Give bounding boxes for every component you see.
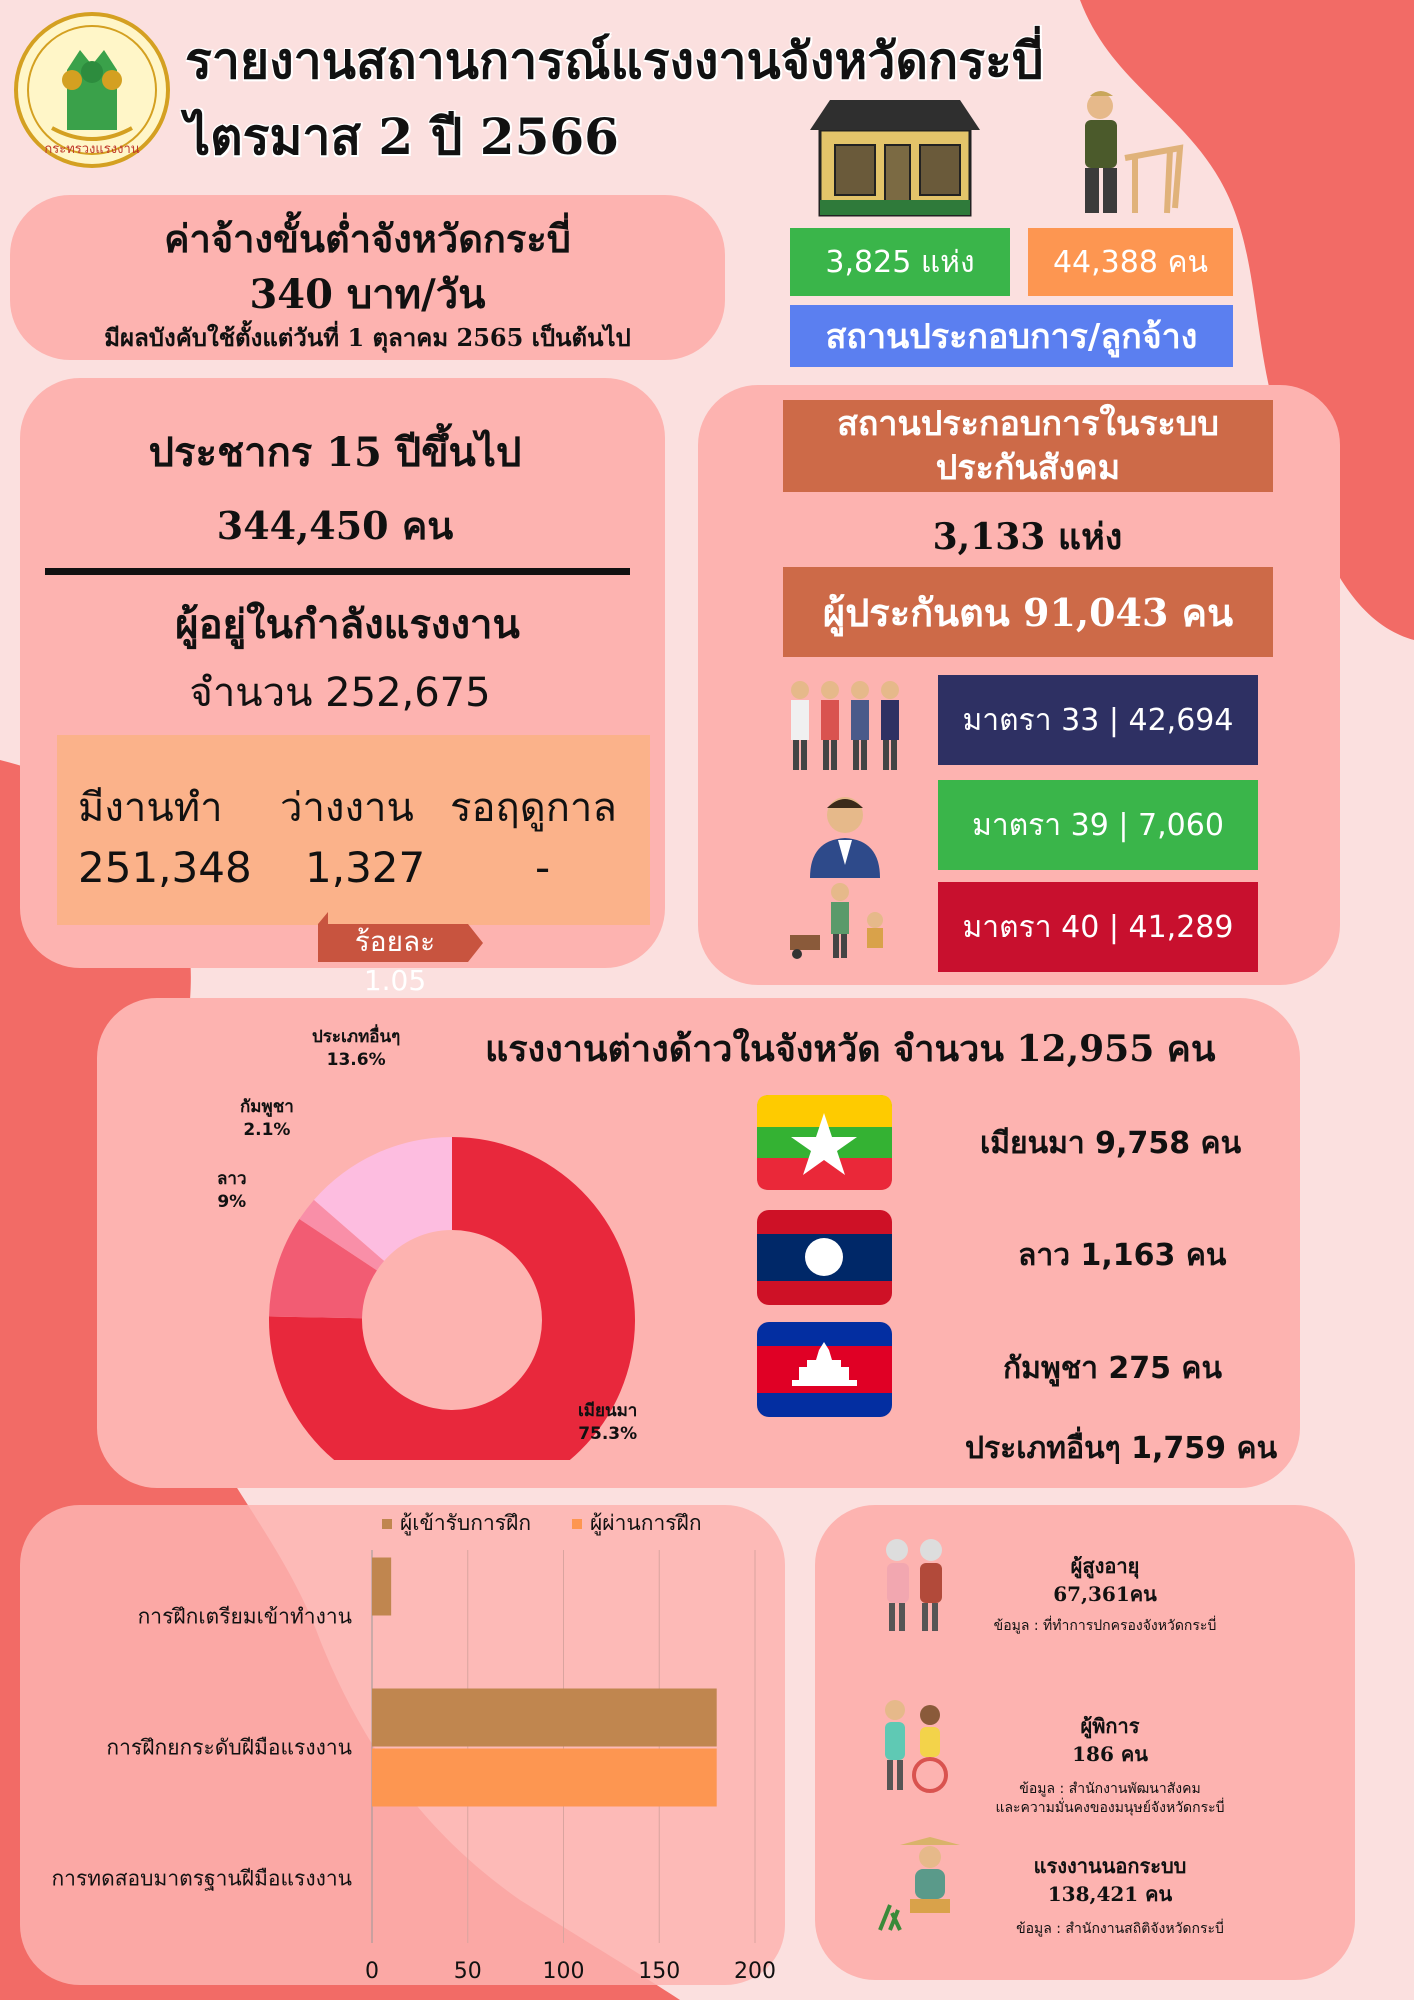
foreign-others: ประเภทอื่นๆ 1,759 คน	[965, 1431, 1278, 1466]
tick-label-4: 200	[734, 1959, 776, 1984]
category-label-2: การทดสอบมาตรฐานฝีมือแรงงาน	[51, 1866, 352, 1891]
tick-label-1: 50	[453, 1959, 482, 1984]
logo-text: กระทรวงแรงงาน	[44, 142, 140, 157]
seasonal-label: รอฤดูกาล	[450, 785, 617, 831]
section-39: มาตรา 39 | 7,060	[938, 780, 1258, 870]
section-33: มาตรา 33 | 42,694	[938, 675, 1258, 765]
laos-flag-icon	[757, 1210, 892, 1305]
employed-value: 251,348	[78, 843, 252, 892]
ss-title-line2: ประกันสังคม	[935, 448, 1121, 488]
informal-value: 138,421 คน	[1047, 1882, 1173, 1906]
training-bar-chart	[10, 1505, 790, 1995]
workers-group-icon	[785, 675, 905, 775]
category-label-1: การฝึกยกระดับฝีมือแรงงาน	[106, 1735, 352, 1760]
pie-label-cambodia-value: 2.1%	[243, 1120, 291, 1140]
cambodia-flag-icon	[757, 1322, 892, 1417]
disabled-source-line2: และความมั่นคงของมนุษย์จังหวัดกระบี่	[995, 1800, 1225, 1816]
seasonal-value: -	[535, 843, 551, 892]
pie-label-cambodia-name: กัมพูชา	[240, 1097, 294, 1117]
pie-label-myanmar-name: เมียนมา	[578, 1401, 638, 1421]
disabled-value: 186 คน	[1072, 1742, 1148, 1766]
wage-effective: มีผลบังคับใช้ตั้งแต่วันที่ 1 ตุลาคม 2565 เป็นต้นไป	[104, 323, 631, 352]
population-count: 344,450 คน	[216, 503, 454, 548]
pie-label-others-value: 13.6%	[326, 1050, 386, 1070]
informal-source: ข้อมูล : สำนักงานสถิติจังหวัดกระบี่	[1016, 1921, 1224, 1937]
bar-1-0	[372, 1689, 717, 1747]
establishment-count: 3,825 แห่ง	[790, 228, 1010, 296]
myanmar-flag-icon	[757, 1095, 892, 1190]
page-title-line1: รายงานสถานการณ์แรงงานจังหวัดกระบี่	[185, 31, 1044, 90]
establishment-label: สถานประกอบการ/ลูกจ้าง	[790, 305, 1233, 367]
ss-title-box	[783, 400, 1273, 492]
population-title: ประชากร 15 ปีขึ้นไป	[148, 429, 522, 476]
informal-title: แรงงานนอกระบบ	[1033, 1854, 1187, 1878]
businessman-icon	[805, 790, 885, 880]
pie-label-myanmar-value: 75.3%	[578, 1424, 638, 1444]
pie-label-myanmar	[578, 1397, 637, 1444]
page-title-line2: ไตรมาส 2 ปี 2566	[185, 107, 619, 166]
foreign-title: แรงงานต่างด้าวในจังหวัด จำนวน 12,955 คน	[485, 1028, 1216, 1070]
pie-label-others	[312, 1023, 400, 1070]
labor-force-title: ผู้อยู่ในกำลังแรงงาน	[175, 601, 520, 648]
pie-label-others-name: ประเภทอื่นๆ	[312, 1027, 401, 1047]
foreign-donut-chart	[190, 1020, 690, 1460]
legend-swatch-1	[572, 1519, 582, 1529]
unemployment-rate: ร้อยละ 1.05	[354, 925, 436, 997]
elderly-source: ข้อมูล : ที่ทำการปกครองจังหวัดกระบี่	[993, 1618, 1217, 1634]
wage-amount: 340 บาท/วัน	[249, 271, 486, 318]
section-40: มาตรา 40 | 41,289	[938, 882, 1258, 972]
gardener-icon	[785, 880, 905, 960]
employee-count: 44,388 คน	[1028, 228, 1233, 296]
foreign-myanmar: เมียนมา 9,758 คน	[980, 1126, 1242, 1161]
legend-swatch-0	[382, 1519, 392, 1529]
foreign-cambodia: กัมพูชา 275 คน	[1003, 1351, 1223, 1386]
employed-label: มีงานทำ	[78, 785, 223, 831]
bar-marks	[372, 1558, 717, 1807]
pie-label-laos-value: 9%	[217, 1192, 247, 1212]
bar-0-0	[372, 1558, 391, 1616]
foreign-laos: ลาว 1,163 คน	[1018, 1238, 1227, 1273]
bar-category-labels	[51, 1605, 352, 1891]
bar-legend	[382, 1511, 702, 1536]
labor-force-count: จำนวน 252,675	[189, 670, 491, 716]
elderly-icon	[875, 1535, 955, 1635]
unemployed-value: 1,327	[305, 843, 426, 892]
disabled-source: ข้อมูล : สำนักงานพัฒนาสังคม	[1019, 1781, 1201, 1797]
tick-label-2: 100	[542, 1959, 585, 1984]
wage-title: ค่าจ้างขั้นต่ำจังหวัดกระบี่	[164, 216, 571, 261]
bar-tick-labels	[365, 1959, 776, 1984]
ss-title-line1: สถานประกอบการในระบบ	[837, 404, 1219, 444]
tick-label-0: 0	[365, 1959, 379, 1984]
shop-icon	[810, 100, 980, 220]
category-label-0: การฝึกเตรียมเข้าทำงาน	[137, 1604, 352, 1629]
ss-insured: ผู้ประกันตน 91,043 คน	[783, 567, 1273, 657]
elderly-value: 67,361คน	[1053, 1582, 1157, 1606]
ss-establishment-count: 3,133 แห่ง	[932, 516, 1123, 558]
worker-icon	[1055, 88, 1185, 218]
pie-label-laos-name: ลาว	[217, 1169, 247, 1189]
disabled-title: ผู้พิการ	[1080, 1714, 1140, 1738]
disabled-person-icon	[875, 1695, 955, 1795]
elderly-title: ผู้สูงอายุ	[1070, 1554, 1140, 1578]
legend-label-1: ผู้ผ่านการฝึก	[590, 1511, 702, 1535]
population-divider	[45, 568, 630, 575]
legend-label-0: ผู้เข้ารับการฝึก	[400, 1511, 532, 1535]
tick-label-3: 150	[638, 1959, 681, 1984]
pie-label-laos	[217, 1165, 247, 1212]
unemployed-label: ว่างงาน	[280, 785, 414, 831]
informal-worker-icon	[870, 1835, 970, 1935]
bar-1-1	[372, 1749, 717, 1807]
pie-label-cambodia	[240, 1093, 294, 1140]
